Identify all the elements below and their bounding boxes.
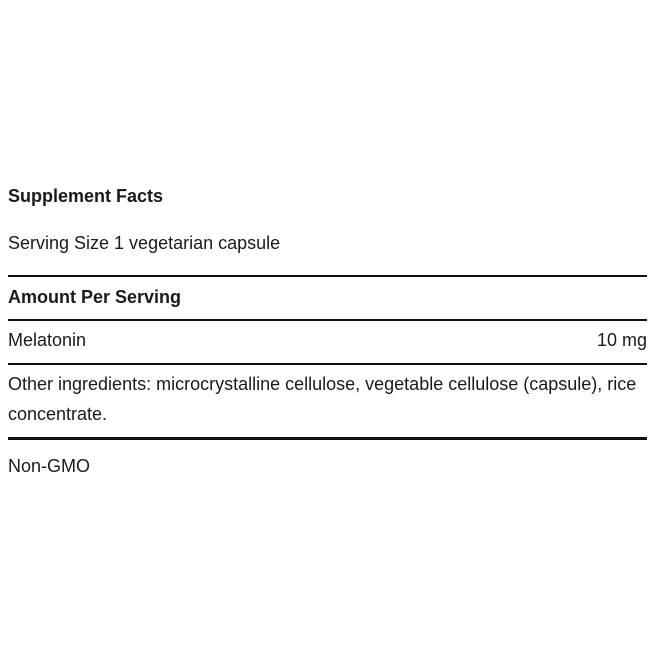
amount-per-serving-heading: Amount Per Serving <box>8 287 182 307</box>
divider <box>8 363 647 365</box>
nutrient-row <box>8 328 647 352</box>
supplement-facts-panel <box>8 183 647 478</box>
panel-title: Supplement Facts <box>8 186 164 206</box>
non-gmo-note: Non-GMO <box>8 456 91 476</box>
divider-thick <box>8 437 647 440</box>
serving-size: Serving Size 1 vegetarian capsule <box>8 233 281 253</box>
divider <box>8 319 647 321</box>
divider-thick <box>8 275 647 277</box>
other-ingredients: Other ingredients: microcrystalline cellulose, vegetable cellulose (capsule), rice concentrate. <box>8 374 637 424</box>
nutrient-name: Melatonin <box>8 330 87 350</box>
nutrient-amount: 10 mg <box>596 330 647 350</box>
